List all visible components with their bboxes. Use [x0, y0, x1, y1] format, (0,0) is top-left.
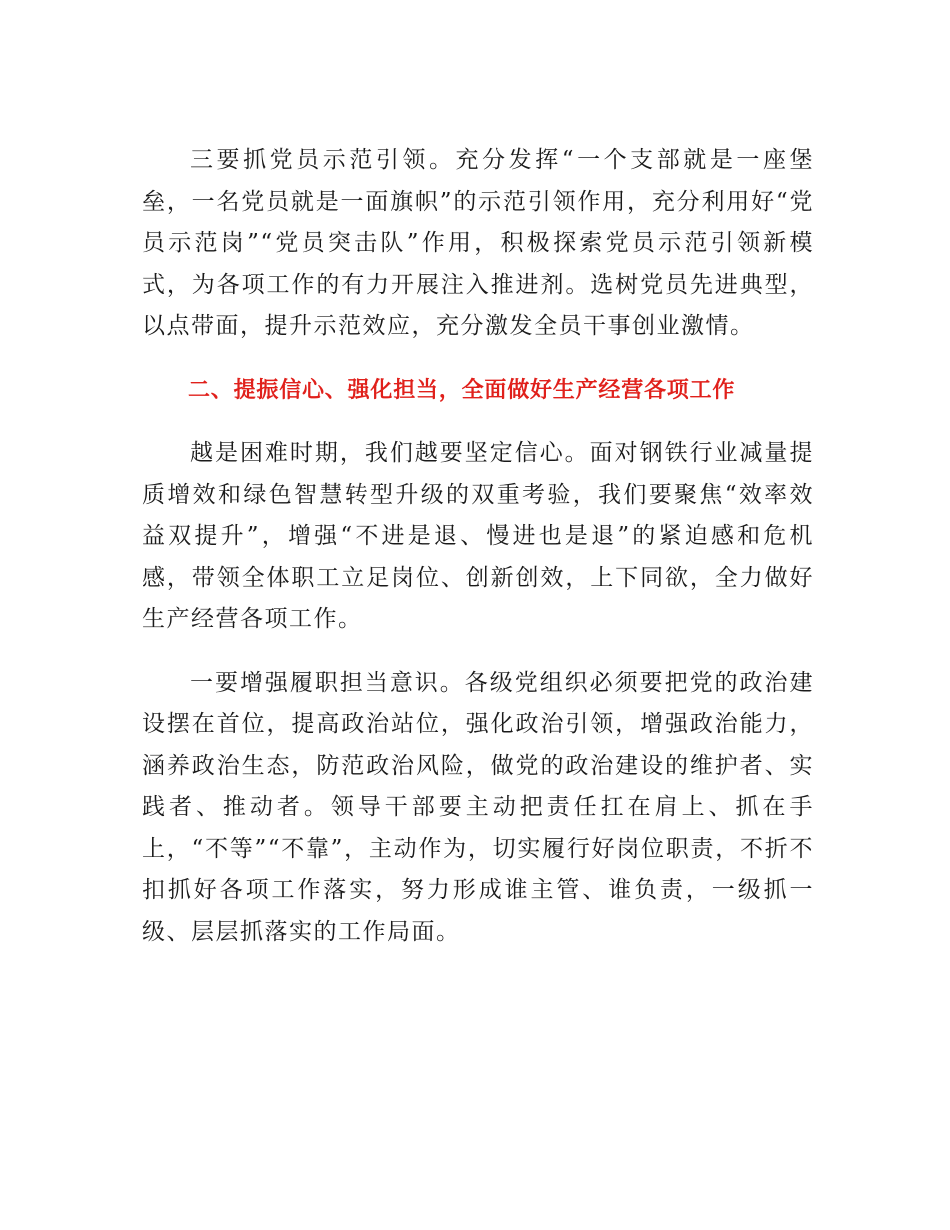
paragraph-gap — [142, 411, 814, 433]
section-heading: 二、提振信心、强化担当，全面做好生产经营各项工作 — [188, 377, 736, 403]
paragraph-confidence-in-difficulty: 越是困难时期，我们越要坚定信心。面对钢铁行业减量提质增效和绿色智慧转型升级的双重考验，我们要聚焦“效率效益双提升”，增强“不进是退、慢进也是退”的紧迫感和危机感，带领全体职工立足岗位、创新创效，上下同欲，全力做好生产经营各项工作。 — [142, 440, 814, 632]
paragraph-gap — [142, 641, 814, 663]
paragraph-duty-responsibility: 一要增强履职担当意识。各级党组织必须要把党的政治建设摆在首位，提高政治站位，强化政治引领，增强政治能力，涵养政治生态，防范政治风险，做党的政治建设的维护者、实践者、推动者。领导干部要主动把责任扛在肩上、抓在手上，“不等”“不靠”，主动作为，切实履行好岗位职责，不折不扣抓好各项工作落实，努力形成谁主管、谁负责，一级抓一级、层层抓落实的工作局面。 — [142, 669, 814, 945]
paragraph-party-member-demonstration: 三要抓党员示范引领。充分发挥“一个支部就是一座堡垒，一名党员就是一面旗帜”的示范引领作用，充分利用好“党员示范岗”“党员突击队”作用，积极探索党员示范引领新模式，为各项工作的有力开展注入推进剂。选树党员先进典型，以点带面，提升示范效应，充分激发全员干事创业激情。 — [142, 147, 814, 339]
document-body — [142, 140, 814, 953]
paragraph-gap — [142, 348, 814, 370]
